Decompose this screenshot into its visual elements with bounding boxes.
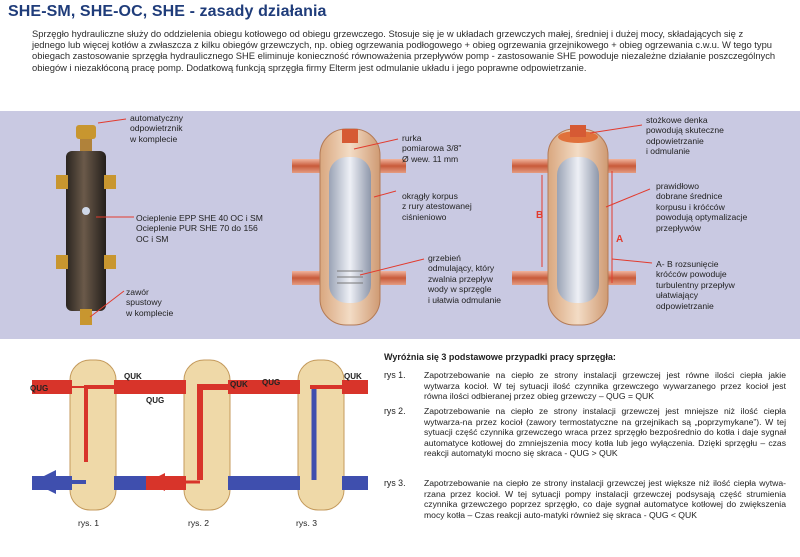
cutaway-separator <box>292 129 406 325</box>
scenarios-heading: Wyróżnia się 3 podstawowe przypadki pracy sprzęgła: <box>384 352 616 362</box>
case-1-number: rys 1. <box>384 370 406 380</box>
dimensioned-separator <box>512 125 636 325</box>
label-body: okrągły korpus z rury atestowanej ciśnieniowo <box>402 191 472 222</box>
figure-1 <box>32 360 154 510</box>
figure-2 <box>146 360 268 510</box>
fig1-q-left: QUG <box>30 384 49 393</box>
label-diameters: prawidłowo dobrane średnice korpusu i króćców powodują optymalizacje przepływów <box>656 181 748 233</box>
insulated-separator <box>56 125 116 325</box>
label-cone: stożkowe denka powodują skuteczne odpowietrzanie i odmulanie <box>646 115 724 157</box>
intro-paragraph: Sprzęgło hydrauliczne służy do oddzielenia obiegu kotłowego od obiegu grzewczego. Stosuje się je w układach grzewczych małej, średniej i dużej mocy, składających się z jednego lub więcej kotłów a zwłaszcza z kilku obiegów grzewczych, np. obieg ogrzewania podłogowego + obieg ogrzewania grzejnikowego + obieg ogrzewania c.w.u. W tego typu obiegach zastosowanie sprzęgła hydraulicznego SHE eliminuje konieczność równoważenia przepływów pomp - zastosowanie SHE powoduje niezależne działanie poszczególnych obiegów i niezakłóconą pracę pomp. Dodatkową funkcją sprzęgła firmy Elterm jest odmulanie układu i jego poprawne odpowietrzanie. <box>32 28 776 73</box>
label-measuring-tube: rurka pomiarowa 3/8" Ø wew. 11 mm <box>402 133 462 164</box>
fig2-q-left: QUG <box>146 396 165 405</box>
case-2-number: rys 2. <box>384 406 406 416</box>
page-title: SHE-SM, SHE-OC, SHE - zasady działania <box>8 3 327 20</box>
flow-figures-svg <box>14 352 370 516</box>
case-2-text: Zapotrzebowanie na ciepło ze strony instalacji grzewczej jest mniejsze niż ilość ciepła wytwarza-na przez kocioł (zawory termostatyczne na grzejnikach są „poprzymykane”). W tej sytuacji część czynnika grzewczego wraca przez sprzęgło bezpośrednio do kotła i daje sygnał automatyce kotłowej do zmniejszenia mocy kotła lub jego wyłączenia. Dzięki sprzęgłu – czas reakcji automatyki mocno się skraca - QUG > QUK <box>424 406 786 459</box>
case-3-text: Zapotrzebowanie na ciepło ze strony instalacji grzewczej jest większe niż ilość ciepła wytwa-rzana przez kocioł. W tej sytuacji pompy instalacji grzewczej podsysają część strumienia czynnika grzewczego poprzez sprzęgło, co daje sygnał automatyce kotłowej do zwiększenia mocy kotła – Czas reakcji auto-matyki również się skraca - QUG < QUK <box>424 478 786 520</box>
figure-3-caption: rys. 3 <box>296 518 318 528</box>
dimension-a: A <box>616 234 624 245</box>
figure-2-caption: rys. 2 <box>188 518 210 528</box>
figure-1-caption: rys. 1 <box>78 518 100 528</box>
case-1-text: Zapotrzebowanie na ciepło ze strony instalacji grzewczej jest równe ilości ciepła jakie wytwarza kocioł. W tej sytuacji ilość czynnika grzewczego wywarzanego przez kocioł jest równa ilości odbieranej przez obieg grzewczy – QUG = QUK <box>424 370 786 402</box>
label-air-vent: automatyczny odpowietrznik w komplecie <box>130 113 184 144</box>
fig3-q-right: QUK <box>344 372 362 381</box>
case-3-number: rys 3. <box>384 478 406 488</box>
fig3-q-left: QUG <box>262 378 281 387</box>
label-comb: grzebień odmulający, który zwalnia przepływ wody w sprzęgle i ułatwia odmulanie <box>428 253 502 305</box>
fig2-q-right: QUK <box>230 380 248 389</box>
label-spacing: A- B rozsunięcie króćców powoduje turbulentny przepływ ułatwiający odpowietrzanie <box>656 259 735 311</box>
product-illustration-band <box>0 111 800 339</box>
label-drain-valve: zawór spustowy w komplecie <box>126 287 174 318</box>
dimension-b: B <box>536 210 544 221</box>
fig1-q-right: QUK <box>124 372 142 381</box>
label-insulation: Ocieplenie EPP SHE 40 OC i SM Ocieplenie PUR SHE 70 do 156 OC i SM <box>136 213 263 244</box>
